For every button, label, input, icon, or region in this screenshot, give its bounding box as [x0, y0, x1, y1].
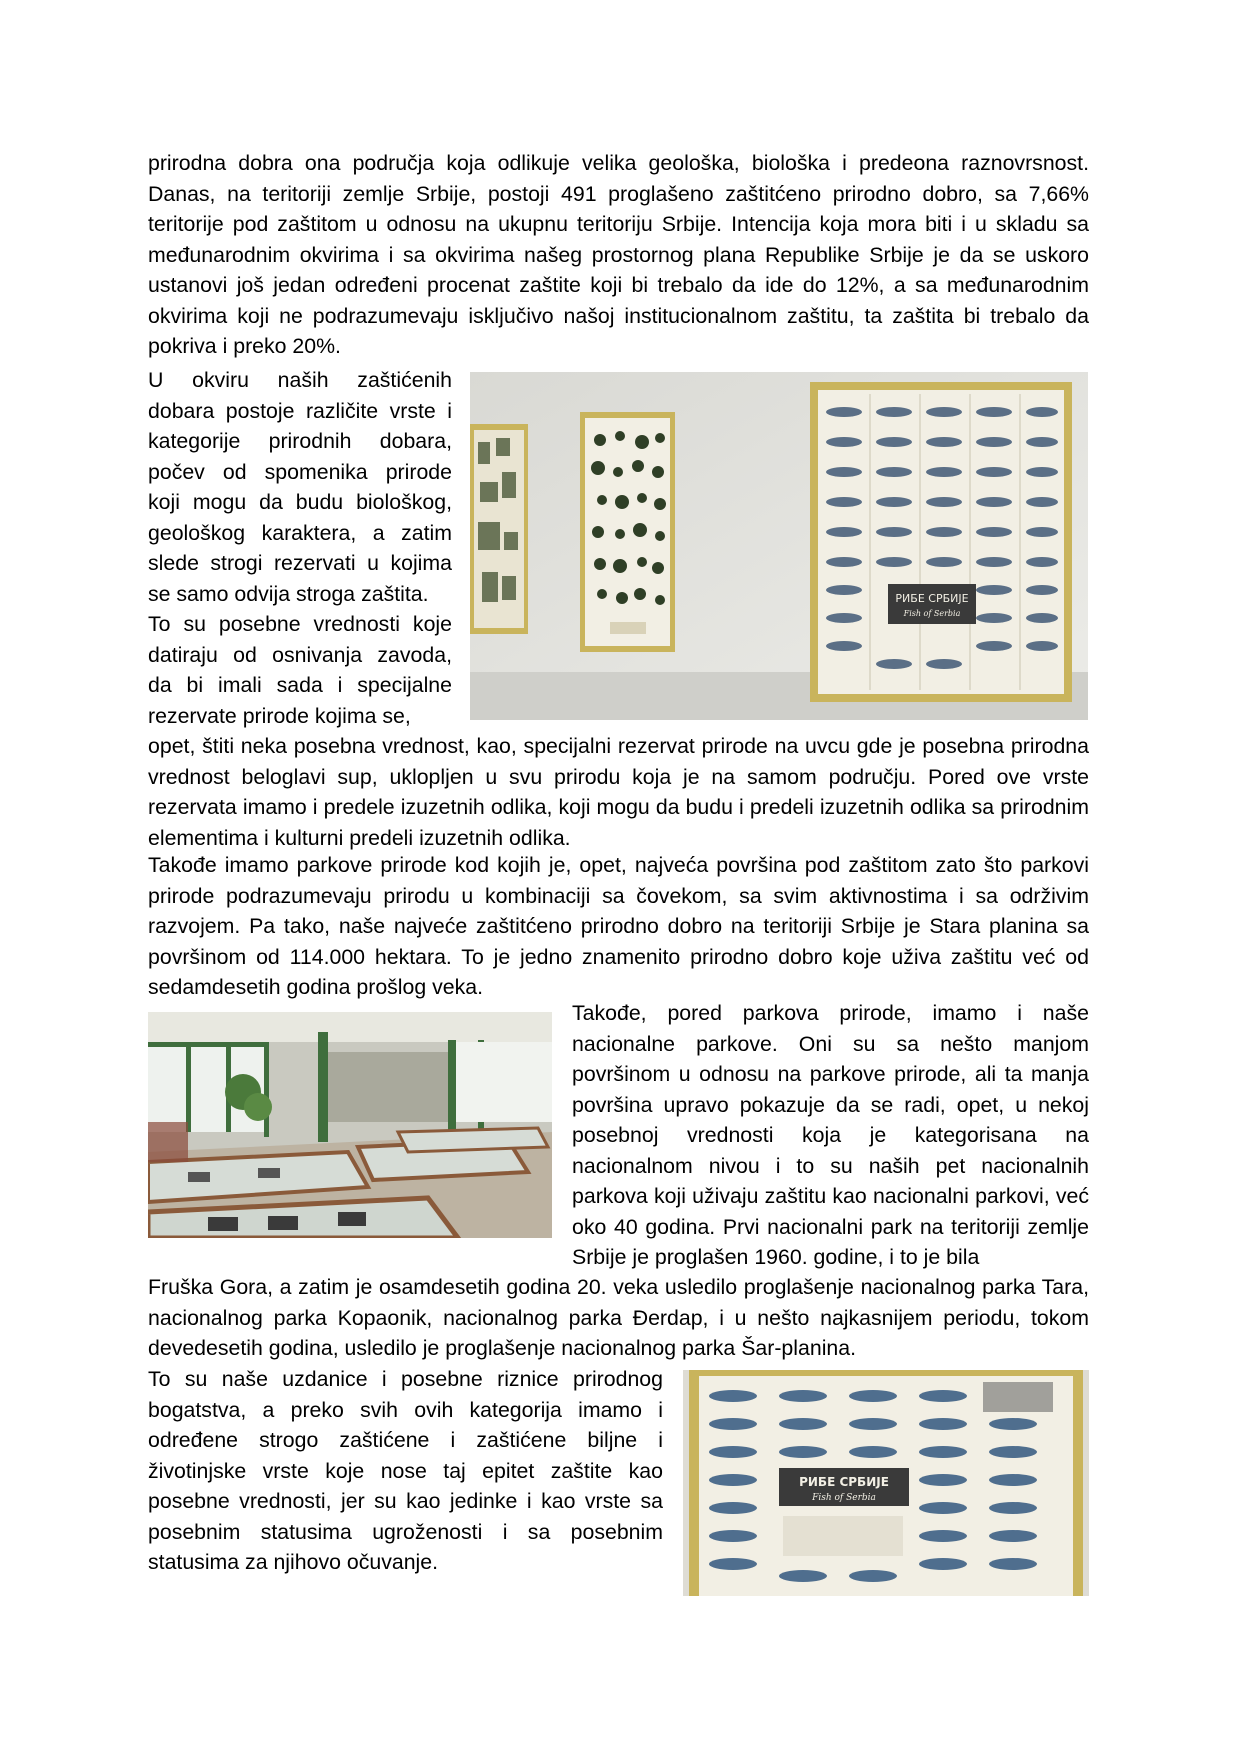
fish-poster-subtitle-text: Fish of Serbia: [812, 1493, 876, 1503]
paragraph-categories-part2: To su posebne vrednosti koje datiraju od osnivanja zavoda, da bi imali sada i specijalne rezervate prirode kojima se,: [148, 612, 452, 728]
paragraph-national-parks-part2: Fruška Gora, a zatim je osamdesetih godina 20. veka usledilo proglašenje nacionalnog parka Tara, nacionalnog parka Kopaonik, nacionalnog parka Đerdap, i u nešto najkasnijem periodu, tokom devedesetih godina, usledilo je proglašenje nacionalnog parka Šar-planina.: [148, 1275, 1089, 1360]
photo-poster-wall: [470, 372, 1088, 720]
poster-subtitle-text: Fish of Serbia: [903, 609, 961, 618]
fish-poster-illustration: [683, 1370, 1089, 1596]
poster-title-text: РИБЕ СРБИЈЕ: [895, 592, 969, 605]
photo-exhibition-hall: [148, 1012, 552, 1238]
photo-fish-poster: [683, 1370, 1089, 1596]
exhibition-hall-illustration: [148, 1012, 552, 1238]
paragraph-categories-part3: opet, štiti neka posebna vrednost, kao, specijalni rezervat prirode na uvcu gde je posebna prirodna vrednost beloglavi sup, uklopljen u svu prirodu koja je na samom području. Pored ove vrste rezervata imamo i predele izuzetnih odlika, koji mogu da budu i predeli izuzetnih odlika sa prirodnim elementima i kulturni predeli izuzetnih odlika.: [148, 734, 1089, 850]
paragraph-categories-part1: U okviru naših zaštićenih dobara postoje različite vrste i kategorije prirodnih dobara, počev od spomenika prirode koji mogu da budu biološkog, geološkog karaktera, a zatim slede strogi rezervati u kojima se samo odvija stroga zaštita.: [148, 368, 452, 606]
paragraph-intro: prirodna dobra ona područja koja odlikuje velika geološka, biološka i predeona raznovrsnost. Danas, na teritoriji zemlje Srbije, postoji 491 proglašeno zaštitćeno prirodno dobro, sa 7,66% teritorije pod zaštitom u odnosu na ukupnu teritoriju Srbije. Intencija koja mora biti i u skladu sa međunarodnim okvirima i sa okvirima našeg prostornog plana Republike Srbije je da se uskoro ustanovi još jedan određeni procenat zaštite koji bi trebalo da ide do 12%, a sa međunarodnim okvirima koji ne podrazumevaju isključivo našoj institucionalnom zaštitu, ta zaštita bi trebalo da pokriva i preko 20%.: [148, 151, 1089, 358]
paragraph-nature-parks: Takođe imamo parkove prirode kod kojih je, opet, najveća površina pod zaštitom zato što parkovi prirode podrazumevaju prirodu u kombinaciji sa čovekom, sa svim aktivnostima i sa održivim razvojem. Pa tako, naše najveće zaštitćeno prirodno dobro na teritoriji Srbije je Stara planina sa površinom od 114.000 hektara. To je jedno znamenito prirodno dobro koje uživa zaštitu već od sedamdesetih godina prošlog veka.: [148, 853, 1089, 999]
paragraph-national-parks-part1: Takođe, pored parkova prirode, imamo i naše nacionalne parkove. Oni su sa nešto manjom površinom u odnosu na parkove prirode, ali ta manja površina upravo pokazuje da se radi, opet, u nekoj posebnoj vrednosti koja je kategorisana na nacionalnom nivou i to su naših pet nacionalnih parkova koji uživaju zaštitu kao nacionalni parkovi, već oko 40 godina. Prvi nacionalni park na teritoriji zemlje Srbije je proglašen 1960. godine, i to je bila: [572, 1001, 1089, 1269]
poster-wall-illustration: [470, 372, 1088, 720]
fish-poster-title-text: РИБЕ СРБИЈЕ: [799, 1475, 889, 1489]
paragraph-protected-species: To su naše uzdanice i posebne riznice prirodnog bogatstva, a preko svih ovih kategorija imamo i određene strogo zaštićene i zaštićene biljne i životinjske vrste koje nose taj epitet zaštite kao posebne vrednosti, jer su kao jedinke i kao vrste sa posebnim statusima ugroženosti i sa posebnim statusima za njihovo očuvanje.: [148, 1367, 663, 1574]
